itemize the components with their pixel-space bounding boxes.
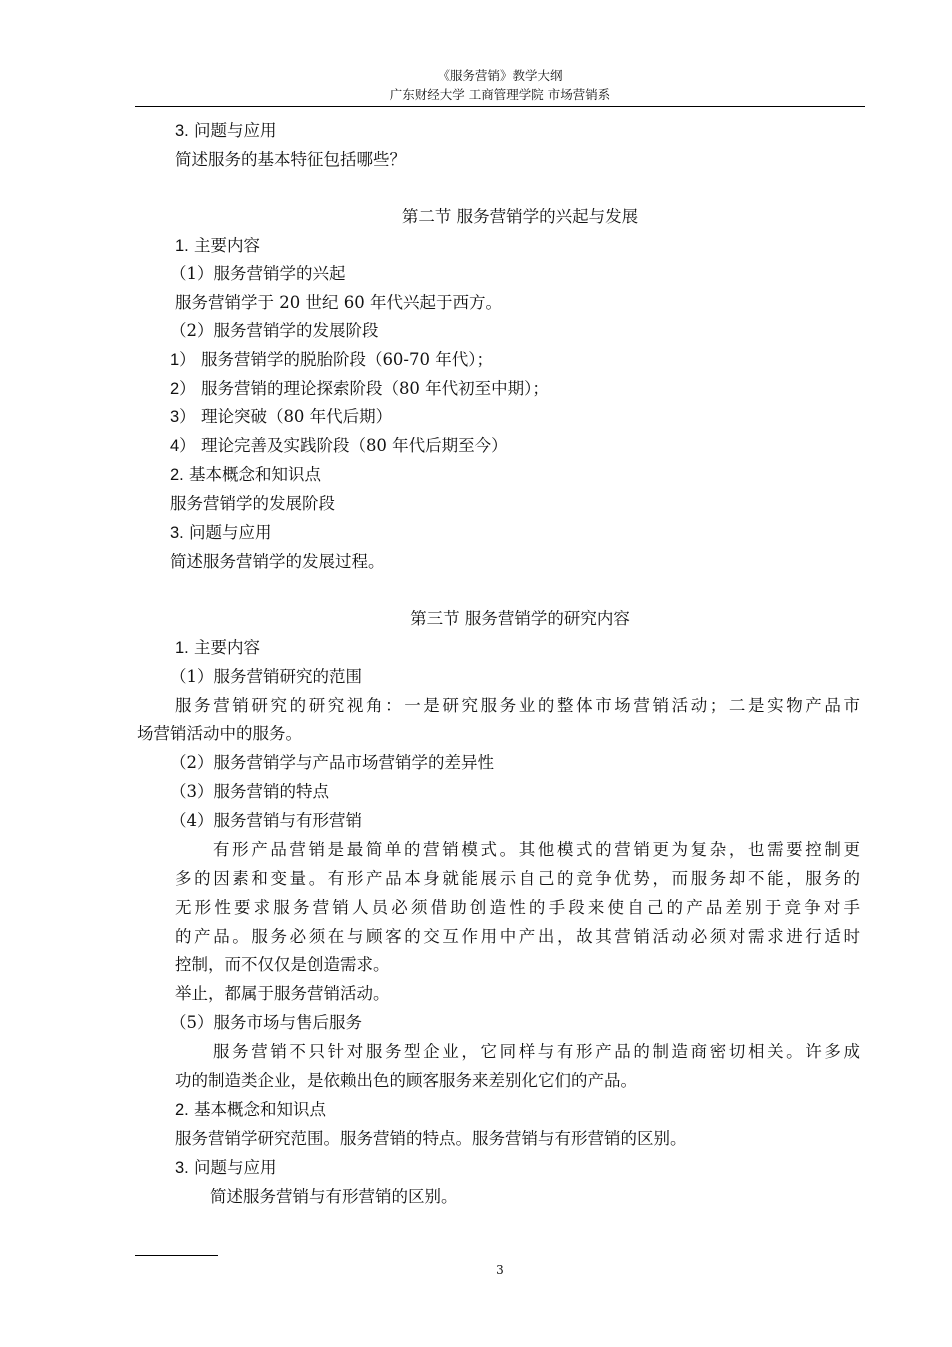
subheading: （1）服务营销研究的范围 xyxy=(170,667,362,686)
list-item: 1） 服务营销学的脱胎阶段（60-70 年代）； xyxy=(170,350,493,369)
heading-questions: 3. 问题与应用 xyxy=(170,523,272,542)
subheading: （5）服务市场与售后服务 xyxy=(170,1013,362,1032)
paragraph-line: 多的因素和变量。有形产品本身就能展示自己的竞争优势，而服务却不能，服务的 xyxy=(175,869,860,888)
body-line: 简述服务的基本特征包括哪些？ xyxy=(175,150,406,169)
body-line: 服务营销学研究范围。服务营销的特点。服务营销与有形营销的区别。 xyxy=(175,1129,687,1148)
footnote-rule xyxy=(135,1255,218,1256)
body-line: 举止，都属于服务营销活动。 xyxy=(175,984,390,1003)
body-line: 场营销活动中的服务。 xyxy=(137,724,302,743)
subheading: （3）服务营销的特点 xyxy=(170,782,329,801)
body-line: 服务营销研究的研究视角：一是研究服务业的整体市场营销活动；二是实物产品市 xyxy=(175,696,860,715)
body-line: 简述服务营销学的发展过程。 xyxy=(170,552,385,571)
paragraph-line: 的产品。服务必须在与顾客的交互作用中产出，故其营销活动必须对需求进行适时 xyxy=(175,927,860,946)
heading-concepts: 2. 基本概念和知识点 xyxy=(175,1100,327,1119)
heading-questions: 3. 问题与应用 xyxy=(175,1158,277,1177)
body-line: 服务营销学于 20 世纪 60 年代兴起于西方。 xyxy=(175,293,502,312)
heading-main-content: 1. 主要内容 xyxy=(175,236,261,255)
subheading: （2）服务营销学与产品市场营销学的差异性 xyxy=(170,753,494,772)
section-title: 第二节 服务营销学的兴起与发展 xyxy=(401,207,639,226)
heading-questions: 3. 问题与应用 xyxy=(175,121,277,140)
subheading: （1）服务营销学的兴起 xyxy=(170,264,346,283)
paragraph-line: 控制，而不仅仅是创造需求。 xyxy=(175,955,390,974)
list-item: 3） 理论突破（80 年代后期） xyxy=(170,407,393,426)
subheading: （2）服务营销学的发展阶段 xyxy=(170,321,379,340)
paragraph-line: 服务营销不只针对服务型企业，它同样与有形产品的制造商密切相关。许多成 xyxy=(213,1042,860,1061)
header-title: 《服务营销》教学大纲 xyxy=(437,68,563,83)
page-number: 3 xyxy=(496,1263,504,1277)
paragraph-line: 功的制造类企业，是依赖出色的顾客服务来差别化它们的产品。 xyxy=(175,1071,637,1090)
header-rule xyxy=(135,106,865,107)
body-line: 简述服务营销与有形营销的区别。 xyxy=(210,1187,458,1206)
section-title: 第三节 服务营销学的研究内容 xyxy=(410,609,630,628)
paragraph-line: 有形产品营销是最简单的营销模式。其他模式的营销更为复杂，也需要控制更 xyxy=(213,840,860,859)
heading-concepts: 2. 基本概念和知识点 xyxy=(170,465,322,484)
list-item: 4） 理论完善及实践阶段（80 年代后期至今） xyxy=(170,436,508,455)
body-line: 服务营销学的发展阶段 xyxy=(170,494,335,513)
header-subtitle: 广东财经大学 工商管理学院 市场营销系 xyxy=(389,87,611,102)
subheading: （4）服务营销与有形营销 xyxy=(170,811,362,830)
heading-main-content: 1. 主要内容 xyxy=(175,638,261,657)
list-item: 2） 服务营销的理论探索阶段（80 年代初至中期）； xyxy=(170,379,549,398)
paragraph-line: 无形性要求服务营销人员必须借助创造性的手段来使自己的产品差别于竞争对手 xyxy=(175,898,860,917)
